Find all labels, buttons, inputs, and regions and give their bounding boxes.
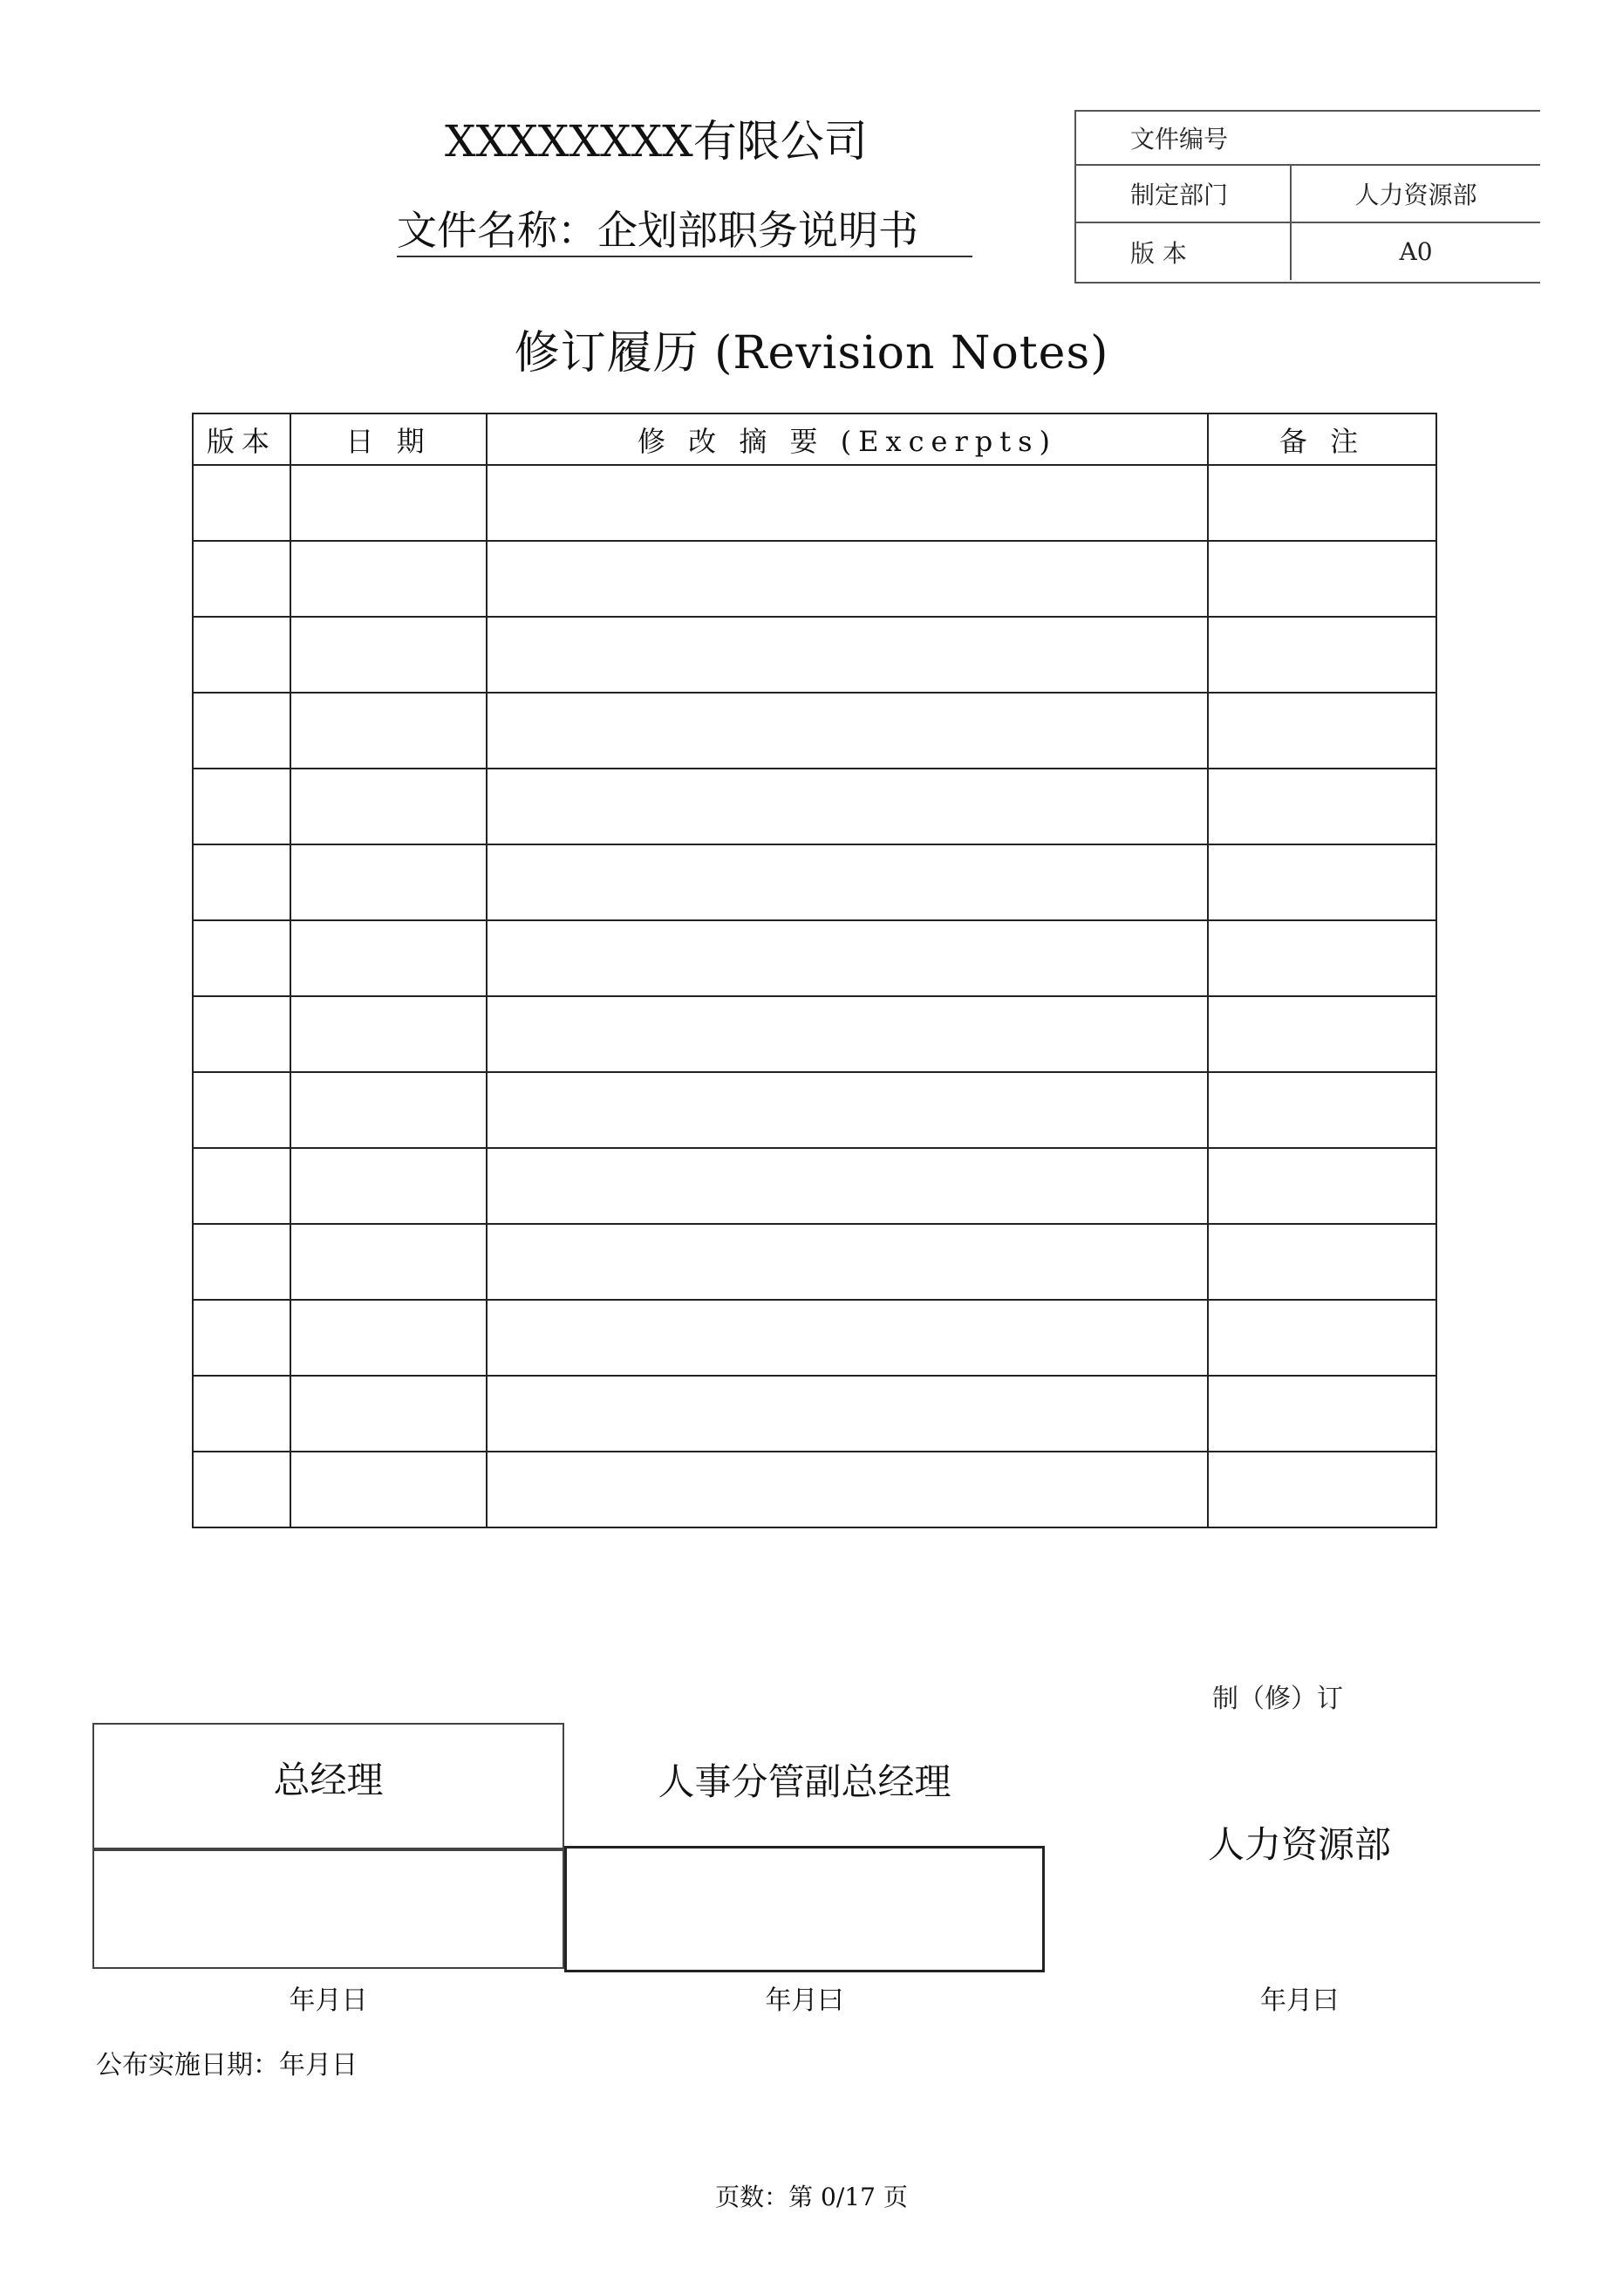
vp-signature-box [564, 1846, 1045, 1972]
vp-date: 年月曰 [765, 1985, 844, 2016]
revision-row [193, 1376, 1436, 1452]
date-cell [290, 996, 487, 1072]
excerpt-cell [487, 844, 1208, 920]
remark-cell [1208, 996, 1436, 1072]
version-label: 版 本 [1130, 238, 1187, 268]
hr-label: 人力资源部 [1207, 1823, 1391, 1866]
remark-cell [1208, 541, 1436, 617]
title-underline [397, 256, 972, 257]
info-row-doc-no [1076, 112, 1540, 166]
date-cell [290, 1072, 487, 1148]
revision-row [193, 541, 1436, 617]
excerpt-cell [487, 1148, 1208, 1224]
remark-cell [1208, 1300, 1436, 1376]
gm-signature-box [92, 1848, 564, 1969]
publish-date: 公布实施日期：年月日 [96, 2050, 358, 2081]
doc-no-label: 文件编号 [1130, 125, 1229, 154]
document-title: 文件名称：企划部职务说明书 [397, 207, 918, 254]
remark-cell [1208, 1148, 1436, 1224]
version-cell [193, 1148, 290, 1224]
version-value: A0 [1399, 237, 1433, 266]
version-cell [193, 996, 290, 1072]
excerpt-cell [487, 465, 1208, 541]
excerpt-cell [487, 1224, 1208, 1300]
remark-cell [1208, 1224, 1436, 1300]
version-cell [193, 1452, 290, 1527]
revision-row [193, 1148, 1436, 1224]
revision-body [193, 465, 1436, 1527]
info-row-dept [1076, 166, 1540, 223]
revision-row [193, 1072, 1436, 1148]
version-cell [193, 1072, 290, 1148]
company-name: XXXXXXXX有限公司 [445, 116, 868, 167]
hr-date: 年月曰 [1260, 1985, 1339, 2016]
remark-cell [1208, 844, 1436, 920]
info-row-version [1076, 223, 1540, 280]
gm-label: 总经理 [273, 1759, 384, 1801]
date-cell [290, 1148, 487, 1224]
version-cell [193, 541, 290, 617]
version-cell [193, 693, 290, 769]
vp-label: 人事分管副总经理 [658, 1760, 951, 1803]
document-info-box [1074, 110, 1540, 284]
excerpt-cell [487, 693, 1208, 769]
excerpt-cell [487, 1072, 1208, 1148]
date-cell [290, 844, 487, 920]
excerpt-cell [487, 1452, 1208, 1527]
date-cell [290, 693, 487, 769]
date-cell [290, 617, 487, 693]
approval-tag: 制（修）订 [1212, 1684, 1343, 1714]
page-number: 页数：第 0/17 页 [715, 2183, 908, 2211]
col-excerpts: 修 改 摘 要 (Excerpts) [487, 413, 1208, 465]
excerpt-cell [487, 1300, 1208, 1376]
revision-title: 修订履历 (Revision Notes) [514, 327, 1109, 379]
date-cell [290, 1376, 487, 1452]
gm-date: 年月日 [289, 1985, 368, 2016]
revision-row [193, 465, 1436, 541]
date-cell [290, 465, 487, 541]
version-cell [193, 1224, 290, 1300]
revision-row [193, 693, 1436, 769]
version-cell [193, 769, 290, 844]
excerpt-cell [487, 769, 1208, 844]
remark-cell [1208, 617, 1436, 693]
revision-row [193, 617, 1436, 693]
version-cell [193, 617, 290, 693]
revision-header-row [193, 413, 1436, 465]
remark-cell [1208, 920, 1436, 996]
date-cell [290, 920, 487, 996]
col-remarks: 备 注 [1208, 413, 1436, 465]
revision-row [193, 920, 1436, 996]
remark-cell [1208, 465, 1436, 541]
excerpt-cell [487, 920, 1208, 996]
col-version: 版本 [193, 413, 290, 465]
revision-row [193, 769, 1436, 844]
version-cell [193, 1300, 290, 1376]
remark-cell [1208, 1376, 1436, 1452]
version-cell [193, 465, 290, 541]
col-date: 日 期 [290, 413, 487, 465]
dept-value: 人力资源部 [1354, 181, 1477, 209]
version-cell [193, 844, 290, 920]
dept-label: 制定部门 [1130, 181, 1229, 209]
revision-table [192, 413, 1437, 1528]
remark-cell [1208, 1072, 1436, 1148]
date-cell [290, 1300, 487, 1376]
version-cell [193, 920, 290, 996]
revision-row [193, 1300, 1436, 1376]
date-cell [290, 769, 487, 844]
version-cell [193, 1376, 290, 1452]
date-cell [290, 1452, 487, 1527]
date-cell [290, 1224, 487, 1300]
revision-row [193, 1452, 1436, 1527]
remark-cell [1208, 1452, 1436, 1527]
excerpt-cell [487, 996, 1208, 1072]
remark-cell [1208, 769, 1436, 844]
revision-row [193, 844, 1436, 920]
remark-cell [1208, 693, 1436, 769]
date-cell [290, 541, 487, 617]
excerpt-cell [487, 617, 1208, 693]
excerpt-cell [487, 541, 1208, 617]
excerpt-cell [487, 1376, 1208, 1452]
revision-row [193, 1224, 1436, 1300]
revision-row [193, 996, 1436, 1072]
